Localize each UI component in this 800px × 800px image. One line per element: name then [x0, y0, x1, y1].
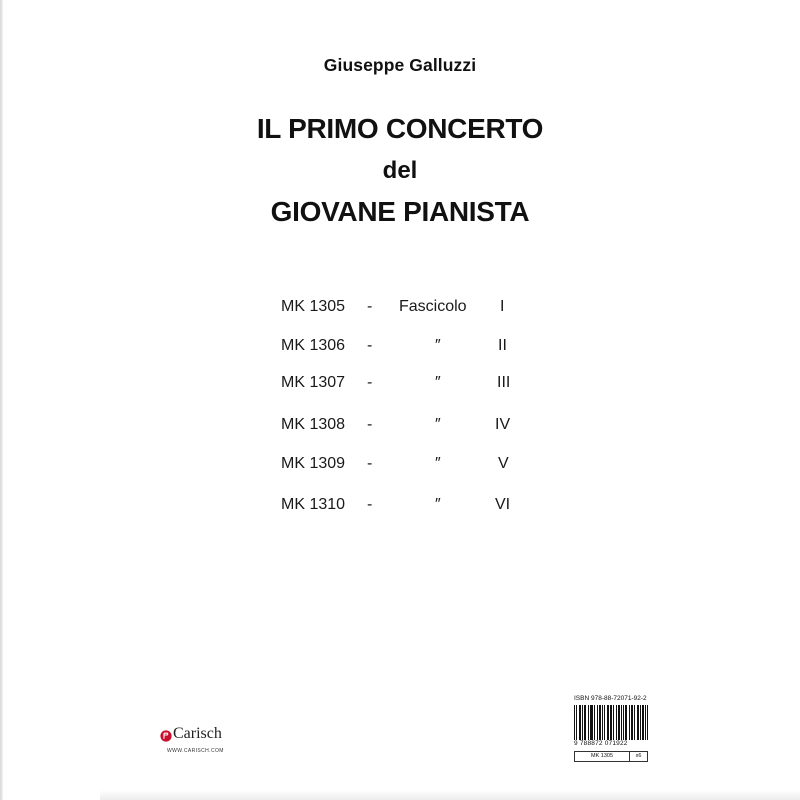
barcode-bar	[590, 705, 591, 745]
barcode-bar	[607, 705, 608, 745]
barcode-bar	[584, 705, 585, 745]
quantity-label: x6	[635, 753, 642, 759]
barcode-bar	[576, 705, 577, 745]
barcode-bar	[600, 705, 601, 745]
barcode-bar	[616, 705, 617, 745]
barcode-bar	[645, 705, 646, 745]
barcode-bar	[625, 705, 626, 745]
title-line-1: IL PRIMO CONCERTO	[256, 113, 544, 144]
volume-dash: -	[367, 416, 373, 433]
barcode-bar	[580, 705, 581, 745]
barcode-bar	[631, 705, 632, 745]
barcode-bar	[613, 705, 614, 745]
volume-row	[0, 416, 800, 440]
barcode-bar	[579, 705, 580, 745]
volume-row	[0, 455, 800, 479]
volume-code: MK 1307	[281, 374, 346, 391]
barcode-bar	[632, 705, 633, 745]
volume-dash: -	[367, 496, 373, 513]
ean-number: 9 788872 071922	[574, 740, 648, 747]
barcode-block	[574, 695, 648, 765]
barcode-bar	[611, 705, 612, 745]
catalog-code-box	[574, 751, 648, 762]
volume-number: III	[497, 374, 511, 391]
barcode-bar	[647, 705, 648, 745]
volume-label: ″	[435, 416, 441, 433]
title-line-2: del	[382, 157, 418, 184]
barcode-bar	[591, 705, 592, 745]
volume-label: ″	[435, 496, 441, 513]
volume-code: MK 1305	[281, 298, 346, 315]
barcode-bar	[582, 705, 583, 745]
volume-number: I	[500, 298, 505, 315]
barcode-bar	[604, 705, 605, 745]
barcode-bar	[642, 705, 643, 745]
volume-dash: -	[367, 337, 373, 354]
volume-label: ″	[435, 337, 441, 354]
barcode-bar	[621, 705, 622, 745]
volume-label: ″	[435, 455, 441, 472]
barcode-bar	[610, 705, 611, 745]
barcode-bar	[626, 705, 627, 745]
volume-row	[0, 496, 800, 520]
volume-code: MK 1308	[281, 416, 346, 433]
barcode-bar	[602, 705, 603, 745]
barcode-bar	[629, 705, 630, 745]
publisher-logo	[160, 725, 240, 765]
volume-number: II	[498, 337, 507, 354]
barcode-bar	[585, 705, 586, 745]
author-name: Giuseppe Galluzzi	[323, 55, 477, 75]
barcode-bar	[643, 705, 644, 745]
barcode-bar	[574, 705, 575, 745]
volume-number: IV	[495, 416, 511, 433]
barcode-bar	[638, 705, 639, 745]
volume-row	[0, 298, 800, 322]
volume-dash: -	[367, 455, 373, 472]
barcode-bar	[599, 705, 600, 745]
volume-row	[0, 374, 800, 398]
volume-dash: -	[367, 374, 373, 391]
barcode-bar	[592, 705, 593, 745]
barcode-bar	[588, 705, 589, 745]
barcode-bar	[634, 705, 635, 745]
publisher-website: WWW.CARISCH.COM	[167, 748, 224, 754]
volume-label: Fascicolo	[399, 298, 467, 315]
carisch-logo-icon	[160, 730, 172, 742]
volume-code: MK 1306	[281, 337, 346, 354]
volume-number: VI	[495, 496, 511, 513]
volume-code: MK 1309	[281, 455, 346, 472]
publisher-name: Carisch	[173, 725, 222, 742]
barcode-bar	[597, 705, 598, 745]
barcode-bar	[608, 705, 609, 745]
volume-dash: -	[367, 298, 373, 315]
volume-number: V	[498, 455, 509, 472]
barcode-bar	[623, 705, 624, 745]
barcode-bar	[618, 705, 619, 745]
isbn-text: ISBN 978-88-72071-92-2	[574, 695, 647, 702]
barcode-bar	[594, 705, 595, 745]
barcode-bar	[640, 705, 641, 745]
catalog-code: MK 1305	[575, 752, 630, 761]
volume-code: MK 1310	[281, 496, 346, 513]
barcode-bar	[637, 705, 638, 745]
barcode-bar	[619, 705, 620, 745]
barcode-icon	[574, 705, 648, 745]
volume-row	[0, 337, 800, 361]
title-line-3: GIOVANE PIANISTA	[270, 196, 530, 227]
volume-label: ″	[435, 374, 441, 391]
